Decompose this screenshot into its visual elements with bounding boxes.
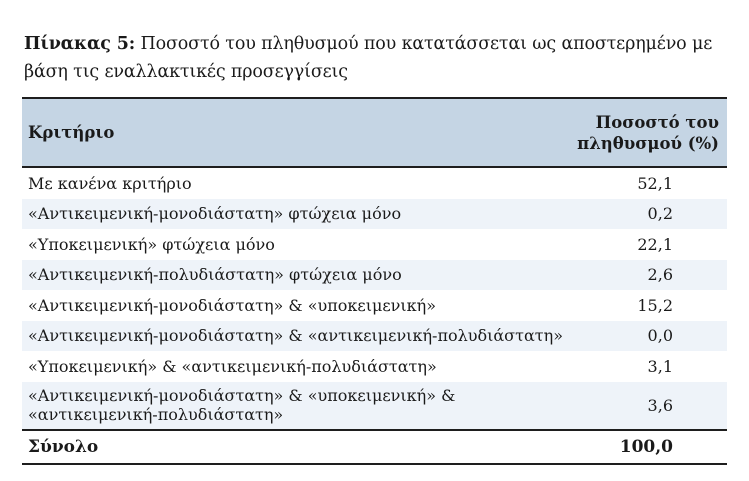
row-value: 52,1 [637,173,673,193]
table-row [22,260,727,291]
caption-text: Ποσοστό του πληθυσμού που κατατάσσεται ως αποστερημένο με βάση τις εναλλακτικές προσεγγίσεις [24,34,713,82]
row-value: 22,1 [637,234,673,254]
row-label: «Υποκειμενική» φτώχεια μόνο [28,234,275,254]
table-row [22,199,727,230]
row-label: Με κανένα κριτήριο [28,173,192,193]
row-value: 2,6 [647,265,673,285]
table-row [22,321,727,352]
header-percent-line1: Ποσοστό του [595,112,719,132]
table-row [22,290,727,321]
row-value: 3,1 [647,356,673,376]
row-value: 0,0 [647,326,673,346]
caption-label: Πίνακας 5: [24,34,136,54]
row-label: «Υποκειμενική» & «αντικειμενική-πολυδιάστατη» [28,356,437,376]
table-header [22,99,727,168]
total-label: Σύνολο [28,436,99,457]
table-row [22,168,727,199]
row-label: «Αντικειμενική-μονοδιάστατη» & «αντικειμενική-πολυδιάστατη» [28,326,563,346]
header-percent [519,112,727,154]
table-total-row [22,429,727,463]
header-criterion: Κριτήριο [28,123,115,142]
total-value: 100,0 [619,436,673,457]
row-value: 15,2 [637,295,673,315]
table-caption [24,30,734,86]
row-value: 3,6 [647,395,673,415]
data-table [22,97,727,465]
row-label: «Αντικειμενική-πολυδιάστατη» φτώχεια μόνο [28,265,402,285]
row-label: «Αντικειμενική-μονοδιάστατη» & «υποκειμενική» & «αντικειμενική-πολυδιάστατη» [28,386,456,424]
header-percent-line2: πληθυσμού (%) [577,133,719,153]
row-label: «Αντικειμενική-μονοδιάστατη» φτώχεια μόνο [28,204,402,224]
table-row [22,229,727,260]
row-value: 0,2 [647,204,673,224]
table-row [22,351,727,382]
table-row [22,382,727,429]
row-label: «Αντικειμενική-μονοδιάστατη» & «υποκειμενική» [28,295,437,315]
